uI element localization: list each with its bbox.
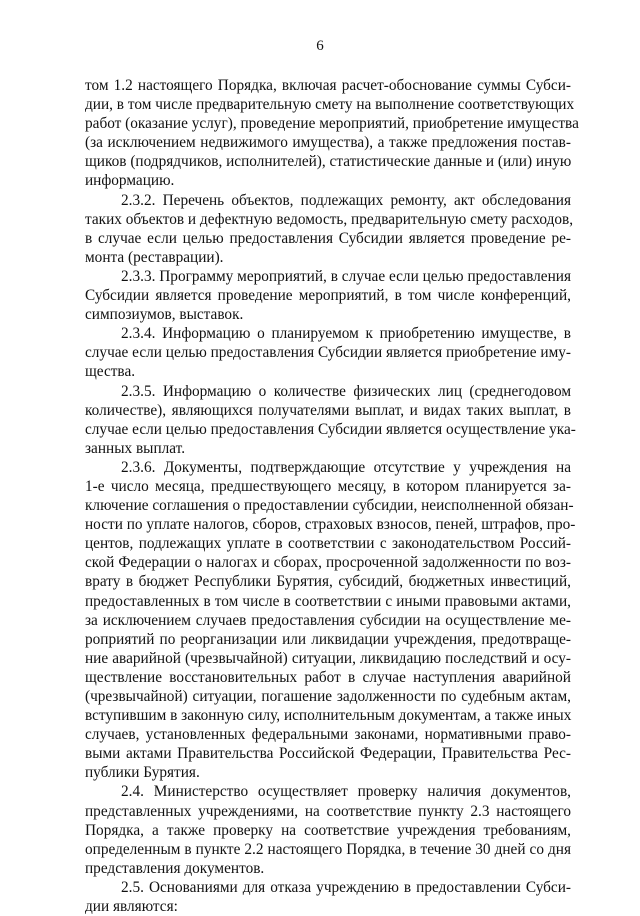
text-line: монта (реставрации). — [85, 248, 224, 266]
text-line: ской Федерации о налогах и сборах, просроченной задолженности по воз- — [85, 554, 571, 572]
text-line: публики Бурятия. — [85, 764, 200, 782]
text-line: том 1.2 настоящего Порядка, включая расчет-обоснование суммы Субси- — [85, 77, 571, 94]
text-line: (за исключением недвижимого имущества), а также предложения постав- — [85, 134, 571, 152]
text-line: определенным в пункте 2.2 настоящего Порядка, в течение 30 дней со дня — [85, 840, 571, 858]
text-line: случаев, установленных федеральными законами, нормативными право- — [85, 726, 571, 744]
page-number: 6 — [316, 38, 324, 54]
text-line: за исключением случаев предоставления субсидии на осуществление ме- — [85, 611, 571, 629]
paragraph — [85, 267, 571, 324]
text-line: случае если целью предоставления Субсидии является приобретение иму- — [85, 344, 571, 362]
text-line: (чрезвычайной) ситуации, погашение задолженности по судебным актам, — [85, 688, 571, 705]
paragraph — [85, 382, 576, 458]
text-line: 2.5. Основаниями для отказа учреждению в предоставлении Субси- — [121, 878, 571, 896]
text-line: 2.3.2. Перечень объектов, подлежащих ремонту, акт обследования — [121, 191, 571, 209]
text-line: вступившим в законную силу, исполнительным документам, а также иных — [85, 707, 572, 725]
text-line: 2.3.3. Программу мероприятий, в случае если целью предоставления — [121, 267, 571, 285]
text-line: ществление восстановительных работ в случае наступления аварийной — [85, 668, 571, 686]
text-line: дии являются: — [85, 898, 178, 916]
text-line: 2.4. Министерство осуществляет проверку наличия документов, — [121, 783, 571, 801]
text-line: количестве), являющихся получателями выплат, и видах таких выплат, в — [85, 401, 571, 419]
paragraph — [85, 76, 579, 191]
text-line: 2.3.4. Информацию о планируемом к приобретению имуществе, в — [121, 325, 571, 343]
paragraph — [85, 191, 574, 267]
text-line: щества. — [85, 363, 136, 381]
text-line: 2.3.5. Информацию о количестве физических лиц (среднегодовом — [121, 382, 571, 400]
text-line: Порядка, а также проверку на соответствие учреждения требованиям, — [85, 821, 571, 839]
text-line: информацию. — [85, 172, 175, 190]
text-line: работ (оказание услуг), проведение мероприятий, приобретение имущества — [85, 115, 579, 133]
paragraph — [85, 458, 576, 783]
paragraph — [85, 782, 571, 877]
text-line: выми актами Правительства Российской Федерации, Правительства Рес- — [85, 745, 571, 763]
text-line: предоставленных в том числе в соответствии с иными правовыми актами, — [85, 592, 571, 610]
text-line: представленных учреждениями, на соответствие пункту 2.3 настоящего — [85, 802, 571, 820]
text-line: ности по уплате налогов, сборов, страховых взносов, пеней, штрафов, про- — [85, 516, 576, 534]
paragraph — [85, 324, 571, 381]
text-line: занных выплат. — [85, 439, 186, 457]
text-line: врату в бюджет Республики Бурятия, субсидий, бюджетных инвестиций, — [85, 573, 571, 591]
text-line: щиков (подрядчиков, исполнителей), статистические данные и (или) иную — [85, 153, 572, 171]
text-line: ние аварийной (чрезвычайной) ситуации, ликвидацию последствий и осу- — [85, 649, 571, 667]
text-line: 2.3.6. Документы, подтверждающие отсутствие у учреждения на — [121, 458, 571, 476]
text-line: ключение соглашения о предоставлении субсидии, неисполненной обязан- — [85, 497, 574, 515]
text-line: Субсидии является проведение мероприятий, в том числе конференций, — [85, 287, 571, 305]
text-line: центов, подлежащих уплате в соответствии с законодательством Россий- — [85, 535, 571, 553]
text-line: таких объектов и дефектную ведомость, предварительную смету расходов, — [85, 210, 574, 228]
paragraph — [85, 878, 571, 916]
text-line: в случае если целью предоставления Субсидии является проведение ре- — [85, 229, 571, 247]
text-line: 1-е число месяца, предшествующего месяцу, в котором планируется за- — [85, 477, 571, 495]
document-body — [85, 76, 579, 916]
text-line: роприятий по реорганизации или ликвидации учреждения, предотвраще- — [85, 630, 571, 648]
text-line: представления документов. — [85, 859, 265, 877]
text-line: дии, в том числе предварительную смету на выполнение соответствующих — [85, 96, 575, 114]
text-line: симпозиумов, выставок. — [85, 306, 244, 324]
text-line: случае если целью предоставления Субсидии является осуществление ука- — [85, 420, 576, 438]
